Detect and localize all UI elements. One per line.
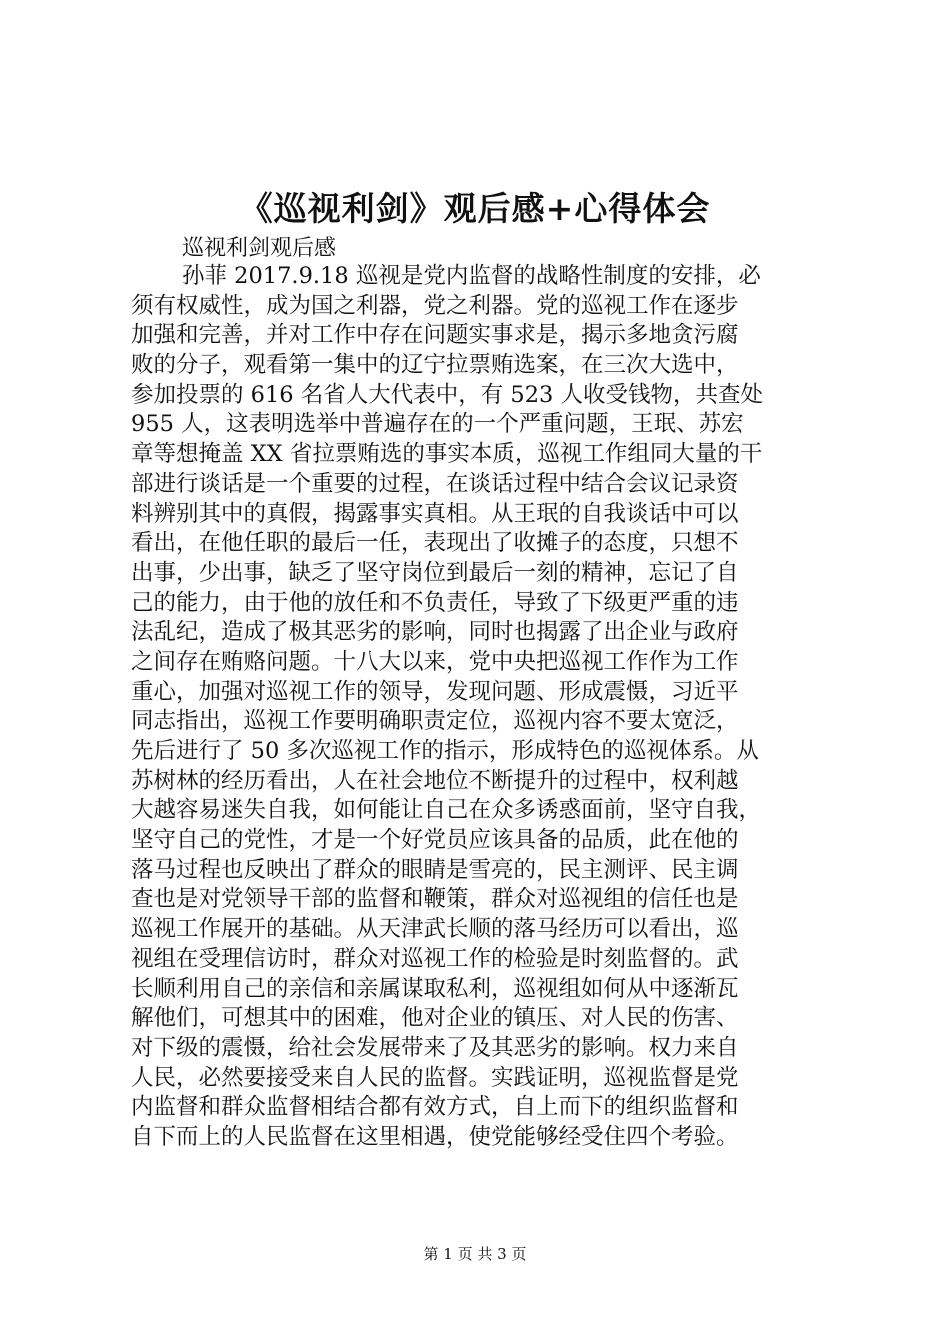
body-line: 参加投票的 616 名省人大代表中，有 523 人收受钱物，共查处 — [131, 381, 764, 408]
body-line: 大越容易迷失自我，如何能让自己在众多诱惑面前，坚守自我， — [131, 797, 762, 824]
body-line: 苏树林的经历看出，人在社会地位不断提升的过程中，权利越 — [131, 767, 739, 794]
body-line: 人民，必然要接受来自人民的监督。实践证明，巡视监督是党 — [131, 1064, 739, 1091]
body-line: 内监督和群众监督相结合都有效方式，自上而下的组织监督和 — [131, 1094, 739, 1121]
body-line: 己的能力，由于他的放任和不负责任，导致了下级更严重的违 — [131, 589, 739, 616]
body-line: 部进行谈话是一个重要的过程，在谈话过程中结合会议记录资 — [131, 470, 739, 497]
body-line: 出事，少出事，缺乏了坚守岗位到最后一刻的精神，忘记了自 — [131, 559, 739, 586]
body-line: 重心，加强对巡视工作的领导，发现问题、形成震慑，习近平 — [131, 678, 739, 705]
body-line: 解他们，可想其中的困难，他对企业的镇压、对人民的伤害、 — [131, 1005, 739, 1032]
body-line: 加强和完善，并对工作中存在问题实事求是，揭示多地贪污腐 — [131, 322, 739, 349]
body-line: 看出，在他任职的最后一任，表现出了收摊子的态度，只想不 — [131, 530, 739, 557]
body-line: 查也是对党领导干部的监督和鞭策，群众对巡视组的信任也是 — [131, 886, 739, 913]
body-line: 巡视工作展开的基础。从天津武长顺的落马经历可以看出，巡 — [131, 916, 739, 943]
body-line: 料辨别其中的真假，揭露事实真相。从王珉的自我谈话中可以 — [131, 500, 739, 527]
document-title: 《巡视利剑》观后感+心得体会 — [239, 189, 711, 228]
body-line: 须有权威性，成为国之利器，党之利器。党的巡视工作在逐步 — [131, 292, 739, 319]
body-line: 视组在受理信访时，群众对巡视工作的检验是时刻监督的。武 — [131, 945, 739, 972]
page-footer: 第 1 页 共 3 页 — [423, 1245, 527, 1263]
body-line: 同志指出，巡视工作要明确职责定位，巡视内容不要太宽泛， — [131, 708, 739, 735]
body-line: 法乱纪，造成了极其恶劣的影响，同时也揭露了出企业与政府 — [131, 619, 739, 646]
body-text — [131, 262, 831, 1153]
body-line: 坚守自己的党性，才是一个好党员应该具备的品质，此在他的 — [131, 827, 739, 854]
body-line: 先后进行了 50 多次巡视工作的指示，形成特色的巡视体系。从 — [131, 738, 759, 764]
body-line: 955 人，这表明选举中普遍存在的一个严重问题，王珉、苏宏 — [131, 411, 744, 438]
document-subtitle: 巡视利剑观后感 — [182, 236, 337, 261]
body-line: 长顺利用自己的亲信和亲属谋取私利，巡视组如何从中逐渐瓦 — [131, 975, 739, 1002]
body-line: 落马过程也反映出了群众的眼睛是雪亮的，民主测评、民主调 — [131, 856, 739, 883]
body-line: 章等想掩盖 XX 省拉票贿选的事实本质，巡视工作组同大量的干 — [131, 441, 763, 468]
body-line: 败的分子，观看第一集中的辽宁拉票贿选案，在三次大选中， — [131, 352, 739, 379]
body-line: 孙菲 2017.9.18 巡视是党内监督的战略性制度的安排，必 — [182, 263, 761, 289]
body-line: 对下级的震慑，给社会发展带来了及其恶劣的影响。权力来自 — [131, 1034, 739, 1061]
body-line: 之间存在贿赂问题。十八大以来，党中央把巡视工作作为工作 — [131, 648, 739, 675]
body-line: 自下而上的人民监督在这里相遇，使党能够经受住四个考验。 — [131, 1123, 739, 1150]
